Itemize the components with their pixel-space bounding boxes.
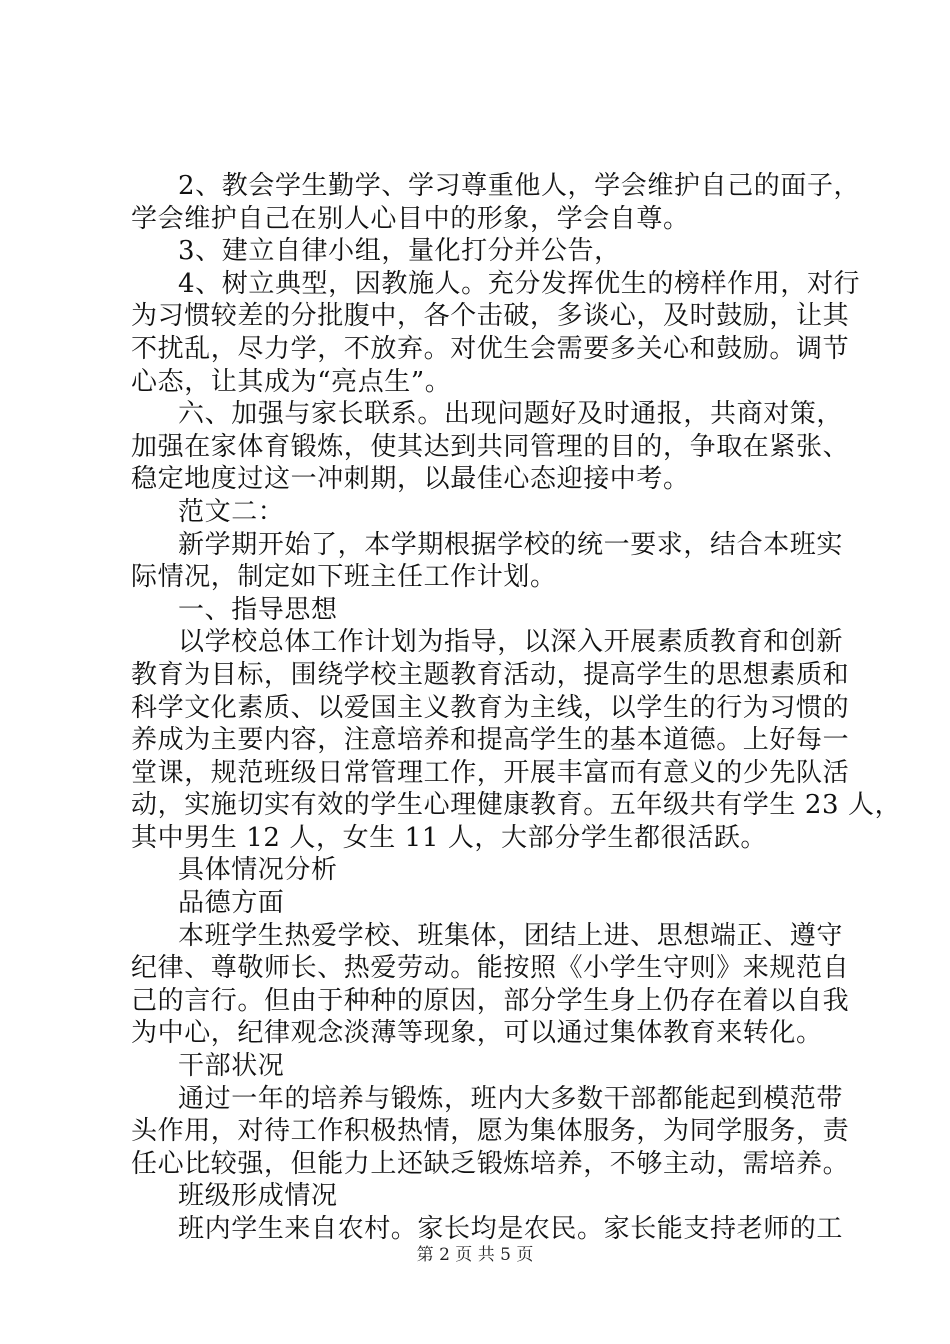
- text-line: 教育为目标，围绕学校主题教育活动，提高学生的思想素质和: [131, 659, 850, 690]
- text-line: 具体情况分析: [178, 855, 338, 886]
- text-line: 干部状况: [178, 1051, 285, 1082]
- text-line: 2、教会学生勤学、学习尊重他人，学会维护自己的面子，: [178, 171, 861, 201]
- text-line: 心态，让其成为“亮点生”。: [131, 366, 452, 397]
- text-line: 六、加强与家长联系。出现问题好及时通报，共商对策，: [178, 399, 844, 430]
- text-line: 稳定地度过这一冲刺期，以最佳心态迎接中考。: [131, 464, 690, 495]
- text-line: 己的言行。但由于种种的原因，部分学生身上仍存在着以自我: [131, 985, 850, 1016]
- text-line: 堂课，规范班级日常管理工作，开展丰富而有意义的少先队活: [131, 757, 850, 788]
- text-line: 品德方面: [178, 888, 285, 919]
- text-line: 班级形成情况: [178, 1181, 338, 1212]
- text-line: 为习惯较差的分批腹中，各个击破，多谈心，及时鼓励，让其: [131, 301, 850, 332]
- text-line: 任心比较强，但能力上还缺乏锻炼培养，不够主动，需培养。: [131, 1148, 850, 1179]
- text-line: 动，实施切实有效的学生心理健康教育。五年级共有学生 23 人，: [131, 790, 902, 821]
- text-line: 科学文化素质、以爱国主义教育为主线，以学生的行为习惯的: [131, 692, 850, 723]
- text-line: 为中心，纪律观念淡薄等现象，可以通过集体教育来转化。: [131, 1018, 823, 1049]
- text-line: 际情况，制定如下班主任工作计划。: [131, 562, 557, 593]
- text-line: 范文二：: [178, 496, 285, 527]
- text-line: 一、指导思想: [178, 594, 338, 625]
- text-line: 本班学生热爱学校、班集体，团结上进、思想端正、遵守: [178, 920, 844, 951]
- text-line: 纪律、尊敬师长、热爱劳动。能按照《小学生守则》来规范自: [131, 953, 850, 984]
- text-line: 加强在家体育锻炼，使其达到共同管理的目的，争取在紧张、: [131, 431, 850, 462]
- text-line: 新学期开始了，本学期根据学校的统一要求，结合本班实: [178, 529, 844, 560]
- text-line: 头作用，对待工作积极热情，愿为集体服务，为同学服务，责: [131, 1116, 850, 1147]
- text-line: 3、建立自律小组，量化打分并公告，: [178, 236, 621, 267]
- text-line: 不扰乱，尽力学，不放弃。对优生会需要多关心和鼓励。调节: [131, 333, 850, 364]
- text-line: 4、树立典型，因教施人。充分发挥优生的榜样作用，对行: [178, 268, 861, 299]
- text-line: 其中男生 12 人，女生 11 人，大部分学生都很活跃。: [131, 822, 768, 853]
- text-line: 养成为主要内容，注意培养和提高学生的基本道德。上好每一: [131, 725, 850, 756]
- page-footer: 第 2 页 共 5 页: [416, 1245, 534, 1265]
- document-body: [131, 170, 902, 1246]
- text-line: 班内学生来自农村。家长均是农民。家长能支持老师的工: [178, 1214, 844, 1244]
- text-line: 学会维护自己在别人心目中的形象，学会自尊。: [131, 203, 690, 234]
- text-line: 通过一年的培养与锻炼，班内大多数干部都能起到模范带: [178, 1083, 844, 1114]
- text-line: 以学校总体工作计划为指导，以深入开展素质教育和创新: [178, 627, 844, 658]
